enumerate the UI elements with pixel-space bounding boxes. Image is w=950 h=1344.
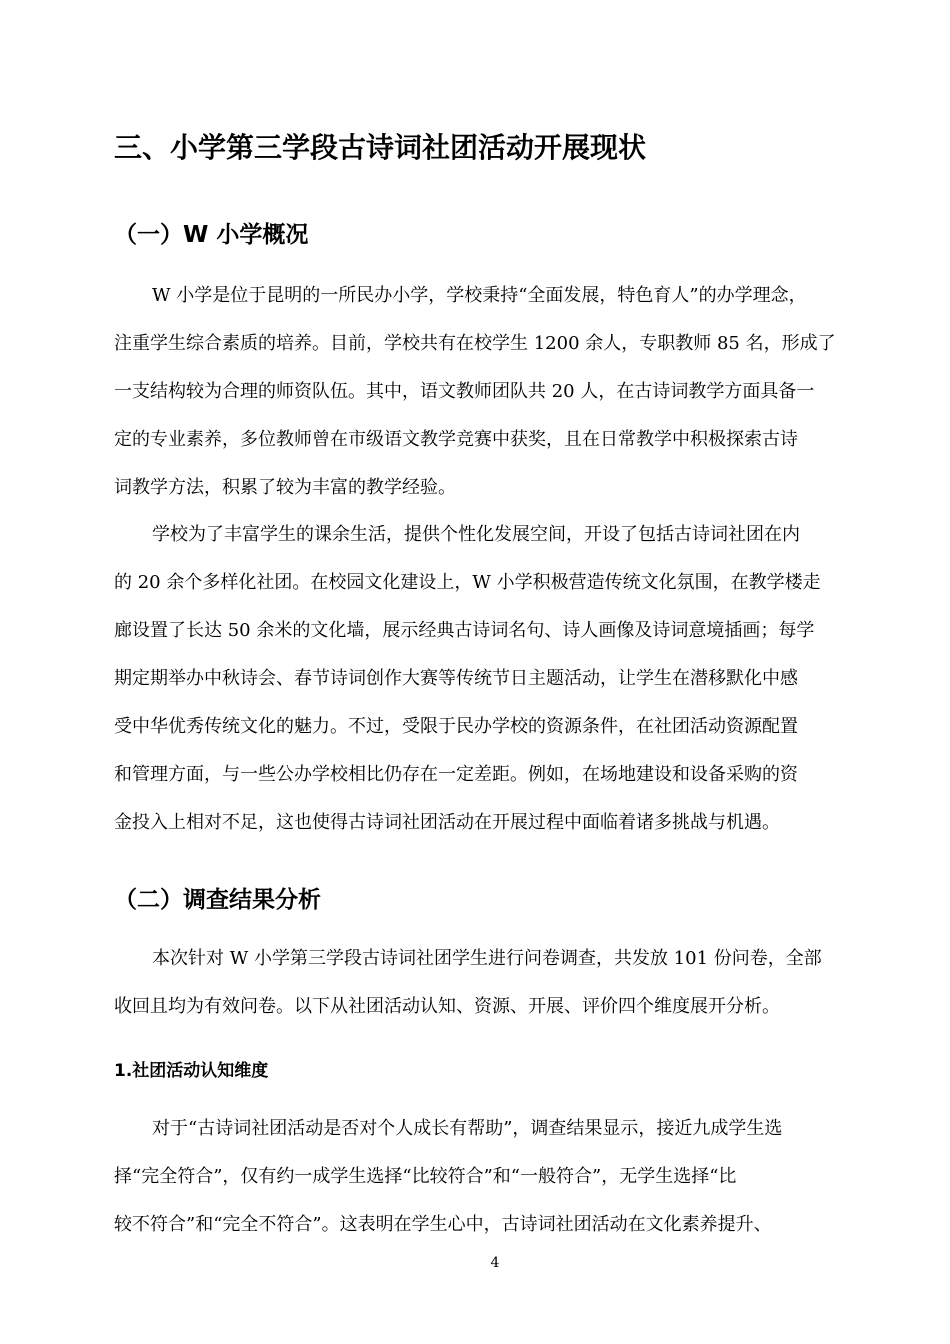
text-line: 本次针对 W 小学第三学段古诗词社团学生进行问卷调查，共发放 101 份问卷，全部 bbox=[152, 948, 822, 969]
text-line: 一支结构较为合理的师资队伍。其中，语文教师团队共 20 人，在古诗词教学方面具备一 bbox=[114, 381, 815, 402]
page-number: 4 bbox=[490, 1255, 500, 1271]
text-line: 词教学方法，积累了较为丰富的教学经验。 bbox=[114, 477, 456, 498]
text-line: 学校为了丰富学生的课余生活，提供个性化发展空间，开设了包括古诗词社团在内 bbox=[152, 524, 800, 545]
text-line: 期定期举办中秋诗会、春节诗词创作大赛等传统节日主题活动，让学生在潜移默化中感 bbox=[114, 668, 798, 689]
section-heading-overview: （一）W 小学概况 bbox=[114, 222, 309, 248]
text-line: 受中华优秀传统文化的魅力。不过，受限于民办学校的资源条件，在社团活动资源配置 bbox=[114, 716, 798, 737]
text-line: 金投入上相对不足，这也使得古诗词社团活动在开展过程中面临着诸多挑战与机遇。 bbox=[114, 812, 780, 833]
text-line: 定的专业素养，多位教师曾在市级语文教学竞赛中获奖，且在日常教学中积极探索古诗 bbox=[114, 429, 798, 450]
paragraph-school-overview bbox=[114, 272, 874, 512]
text-line: 的 20 余个多样化社团。在校园文化建设上，W 小学积极营造传统文化氛围，在教学楼走 bbox=[114, 572, 821, 593]
paragraph-school-clubs bbox=[114, 511, 874, 847]
chapter-title: 三、小学第三学段古诗词社团活动开展现状 bbox=[114, 131, 647, 164]
text-line: 收回且均为有效问卷。以下从社团活动认知、资源、开展、评价四个维度展开分析。 bbox=[114, 996, 780, 1017]
section-heading-survey-analysis: （二）调查结果分析 bbox=[114, 887, 321, 913]
text-line: W 小学是位于昆明的一所民办小学，学校秉持“全面发展，特色育人”的办学理念， bbox=[152, 285, 807, 306]
paragraph-cognition-results bbox=[114, 1105, 874, 1249]
subsection-heading-cognition: 1.社团活动认知维度 bbox=[114, 1061, 269, 1081]
text-line: 注重学生综合素质的培养。目前，学校共有在校学生 1200 余人，专职教师 85 名，形成了 bbox=[114, 333, 836, 354]
paragraph-survey-intro bbox=[114, 935, 874, 1031]
text-line: 对于“古诗词社团活动是否对个人成长有帮助”，调查结果显示，接近九成学生选 bbox=[152, 1118, 783, 1139]
text-line: 较不符合”和“完全不符合”。这表明在学生心中，古诗词社团活动在文化素养提升、 bbox=[114, 1214, 772, 1235]
text-line: 择“完全符合”，仅有约一成学生选择“比较符合”和“一般符合”，无学生选择“比 bbox=[114, 1166, 737, 1187]
text-line: 和管理方面，与一些公办学校相比仍存在一定差距。例如，在场地建设和设备采购的资 bbox=[114, 764, 798, 785]
text-line: 廊设置了长达 50 余米的文化墙，展示经典古诗词名句、诗人画像及诗词意境插画；每学 bbox=[114, 620, 815, 641]
